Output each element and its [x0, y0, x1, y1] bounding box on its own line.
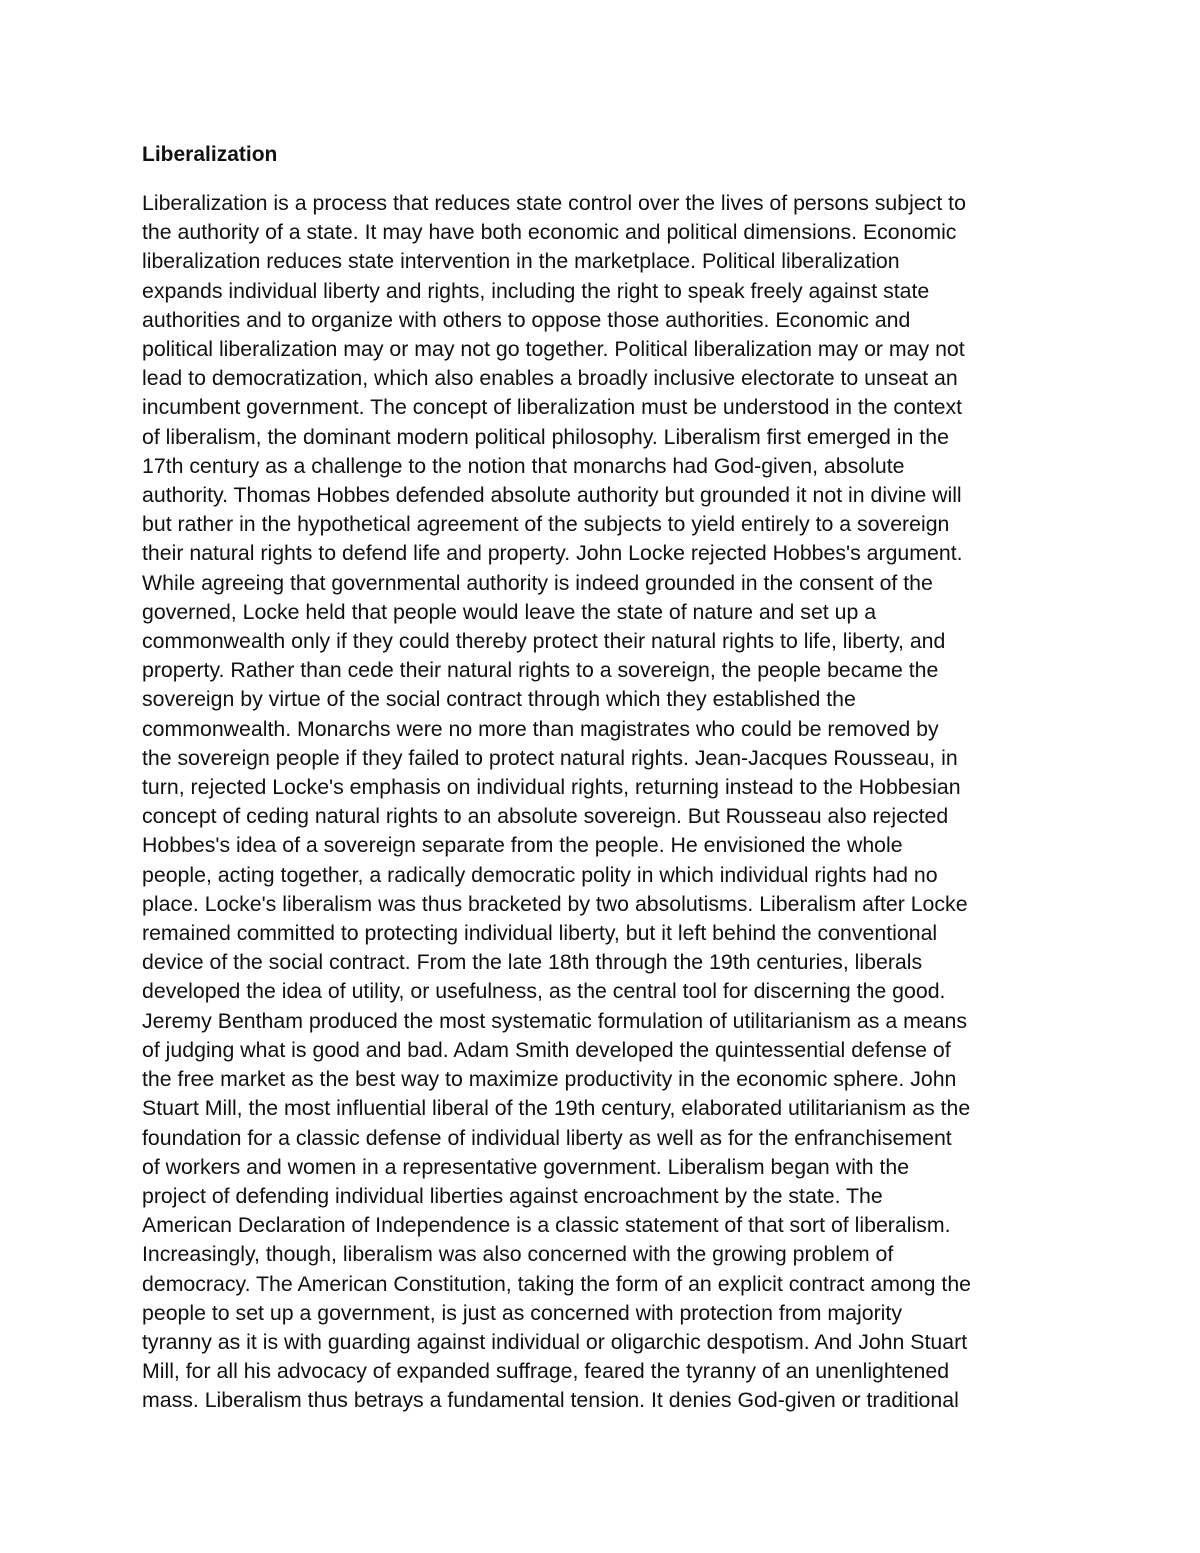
body-line: mass. Liberalism thus betrays a fundamental tension. It denies God-given or traditional [142, 1388, 959, 1413]
body-line: While agreeing that governmental authority is indeed grounded in the consent of the [142, 570, 933, 595]
body-line: Mill, for all his advocacy of expanded suffrage, feared the tyranny of an unenlightened [142, 1359, 950, 1384]
body-line: tyranny as it is with guarding against individual or oligarchic despotism. And John Stuart [142, 1329, 968, 1354]
body-line: Increasingly, though, liberalism was also concerned with the growing problem of [142, 1242, 894, 1267]
body-line: commonwealth. Monarchs were no more than magistrates who could be removed by [142, 716, 939, 741]
body-line: authority. Thomas Hobbes defended absolute authority but grounded it not in divine will [142, 483, 962, 508]
body-line: Hobbes's idea of a sovereign separate from the people. He envisioned the whole [142, 833, 903, 858]
body-line: political liberalization may or may not go together. Political liberalization may or may not [142, 337, 965, 362]
body-line: American Declaration of Independence is a classic statement of that sort of liberalism. [142, 1213, 951, 1238]
body-line: remained committed to protecting individual liberty, but it left behind the conventional [142, 921, 938, 946]
body-line: authorities and to organize with others to oppose those authorities. Economic and [142, 307, 911, 332]
body-line: of liberalism, the dominant modern political philosophy. Liberalism first emerged in the [142, 424, 949, 449]
body-line: concept of ceding natural rights to an absolute sovereign. But Rousseau also rejected [142, 804, 949, 829]
body-line: device of the social contract. From the late 18th through the 19th centuries, liberals [142, 950, 923, 975]
body-line: people to set up a government, is just as concerned with protection from majority [142, 1300, 902, 1325]
body-line: Stuart Mill, the most influential liberal of the 19th century, elaborated utilitarianism as the [142, 1096, 971, 1121]
body-line: the sovereign people if they failed to protect natural rights. Jean-Jacques Rousseau, in [142, 745, 958, 770]
body-line: project of defending individual liberties against encroachment by the state. The [142, 1183, 883, 1208]
body-line: place. Locke's liberalism was thus bracketed by two absolutisms. Liberalism after Locke [142, 891, 968, 916]
body-line: their natural rights to defend life and property. John Locke rejected Hobbes's argument. [142, 541, 963, 566]
body-line: but rather in the hypothetical agreement of the subjects to yield entirely to a sovereign [142, 512, 950, 537]
body-line: foundation for a classic defense of individual liberty as well as for the enfranchisement [142, 1125, 952, 1150]
body-line: 17th century as a challenge to the notion that monarchs had God-given, absolute [142, 453, 905, 478]
body-line: turn, rejected Locke's emphasis on individual rights, returning instead to the Hobbesian [142, 775, 961, 800]
body-line: governed, Locke held that people would leave the state of nature and set up a [142, 599, 877, 624]
body-line: people, acting together, a radically democratic polity in which individual rights had no [142, 862, 938, 887]
body-line: the free market as the best way to maximize productivity in the economic sphere. John [142, 1067, 957, 1092]
body-line: Jeremy Bentham produced the most systematic formulation of utilitarianism as a means [142, 1008, 968, 1033]
body-line: liberalization reduces state intervention in the marketplace. Political liberalization [142, 249, 900, 274]
body-line: of workers and women in a representative government. Liberalism began with the [142, 1154, 910, 1179]
body-line: of judging what is good and bad. Adam Smith developed the quintessential defense of [142, 1037, 951, 1062]
body-line: developed the idea of utility, or usefulness, as the central tool for discerning the good. [142, 979, 946, 1004]
body-line: democracy. The American Constitution, taking the form of an explicit contract among the [142, 1271, 972, 1296]
body-line: commonwealth only if they could thereby protect their natural rights to life, liberty, and [142, 629, 946, 654]
body-line: sovereign by virtue of the social contract through which they established the [142, 687, 856, 712]
body-line: lead to democratization, which also enables a broadly inclusive electorate to unseat an [142, 366, 958, 391]
document-page [142, 140, 1142, 1416]
body-line: expands individual liberty and rights, including the right to speak freely against state [142, 278, 930, 303]
body-line: Liberalization is a process that reduces state control over the lives of persons subject to [142, 191, 966, 215]
document-title: Liberalization [142, 143, 278, 166]
body-line: incumbent government. The concept of liberalization must be understood in the context [142, 395, 963, 420]
body-line: the authority of a state. It may have both economic and political dimensions. Economic [142, 220, 957, 245]
body-line: property. Rather than cede their natural rights to a sovereign, the people became the [142, 658, 939, 683]
body-paragraph [142, 189, 1142, 1416]
